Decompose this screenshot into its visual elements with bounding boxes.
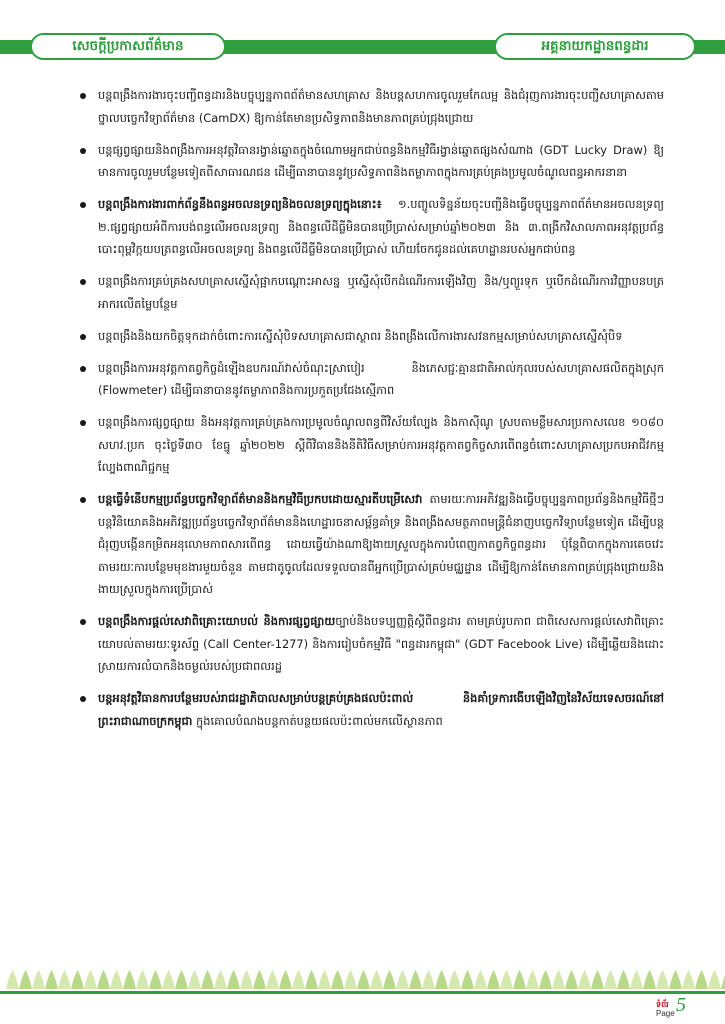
border-ornament [695,970,708,989]
border-ornament [500,970,513,989]
list-item [80,193,664,261]
border-ornament [526,970,539,989]
border-ornament [617,970,630,989]
border-ornament [188,970,201,989]
bullet-text: តាមរយៈការអភិវឌ្ឍនិងធ្វើបច្ចុប្បន្នភាពប្រព័ន្ធនិងកម្មវិធីថ្មីៗ បន្តវិនិយោគនិងអភិវឌ្ឍប្រព័ន្ធបច្ចេកវិទ្យាព័ត៌មាននិងហេដ្ឋារចនាសម្ព័ន្ធគាំទ្រ និងពង្រឹងសមត្ថភាពមន្ត្រីជំនាញបច្ចេកវិទ្យាបន្ថែមទៀត ដើម្បីបន្តជំរុញបង្កើនកម្រិតអនុលោមភាពសារពើពន្ធ ដោយធ្វើយ៉ាងណាឱ្យងាយស្រួលក្នុងការបំពេញកាតព្វកិច្ចពន្ធដារ ប៉ុន្តែពិបាកក្នុងការគេចវេះ តាមរយៈការបន្ថែមមុខងារមួយចំនួន តាមជាតូចូលដែលទទួលបានពីអ្នកប្រើប្រាស់គ្រប់មជ្ឈដ្ឋាន ដើម្បីឱ្យកាន់តែមានភាពគ្រប់ជ្រុងជ្រោយនិងងាយស្រួលក្នុងការប្រើប្រាស់ [98,492,664,596]
border-ornament [539,970,552,989]
list-item [80,687,664,732]
bullet-icon [80,696,86,702]
border-ornament [604,970,617,989]
border-ornament [279,970,292,989]
bullet-text: បន្តពង្រឹងការងារចុះបញ្ជីពន្ធដារនិងបច្ចុប្បន្នភាពព័ត៌មានសហគ្រាស និងបន្តសហការចូលរួមកែលម្អ និងជំរុញការងារចុះបញ្ជីសហគ្រាសតាមថ្នាលបច្ចេកវិទ្យាព័ត៌មាន (CamDX) ឱ្យកាន់តែមានប្រសិទ្ធភាពនិងមានភាពគ្រប់ជ្រុងជ្រោយ [98,88,664,125]
border-ornament [266,970,279,989]
border-ornament [45,970,58,989]
bullet-text: បន្តពង្រឹងការគ្រប់គ្រងសហគ្រាសស្នើសុំផ្អាកបណ្តោះអាសន្ន ឬស្នើសុំបើកដំណើរការឡើងវិញ និង/ឬព្យួរទុក ឬបើកដំណើរការវិញ្ញាបនបត្រអាករលើតម្លៃបន្ថែម [98,274,664,311]
header-left-title: សេចក្តីប្រកាសព័ត៌មាន [30,33,226,60]
footer-line [0,991,725,994]
border-ornament [318,970,331,989]
border-ornament [474,970,487,989]
bullet-text: បន្តផ្សព្វផ្សាយនិងពង្រឹងការអនុវត្តវិធានរង្វាន់ឆ្នោតក្នុងចំណោមអ្នកជាប់ពន្ធនិងកម្មវិធីរង្វាន់ឆ្នោតផ្សងសំណាង (GDT Lucky Draw) ឱ្យមានការចូលរួមបន្ថែមទៀតពីសាធារណជន ដើម្បីធានាបាននូវប្រសិទ្ធភាពនិងតម្លាភាពក្នុងការគ្រប់គ្រងប្រមូលចំណូលពន្ធអាករនានា [98,142,664,179]
bullet-text: បន្តពង្រឹងនិងយកចិត្តទុកដាក់ចំពោះការស្នើសុំបិទសហគ្រាសជាស្ថាពរ និងពង្រឹងលើការងារសវនកម្មសម្រាប់សហគ្រាសស្នើសុំបិទ [98,328,623,343]
bullet-text: ១.បញ្ចូលទិន្នន័យចុះបញ្ជីនិងធ្វើបច្ចុប្បន្នភាពព័ត៌មានអចលនទ្រព្យ ២.ផ្សព្វផ្សាយអំពីការបង់ពន្ធលើអចលនទ្រព្យ និងពន្ធលើដីធ្លីមិនបានប្រើប្រាស់សម្រាប់ឆ្នាំ២០២៣ និង ៣.ពង្រីកវិសាលភាពអនុវត្តប្រព័ន្ធបោះពុម្ពវិក្កយបត្រពន្ធលើអចលនទ្រព្យ និងពន្ធលើដីធ្លីមិនបានប្រើប្រាស់ ហើយចែកជូនដល់គេហដ្ឋានរបស់អ្នកជាប់ពន្ធ [98,197,664,256]
border-ornament [513,970,526,989]
border-ornament [409,970,422,989]
border-ornament [32,970,45,989]
border-ornament [136,970,149,989]
bullet-text: បន្តពង្រឹងការផ្សព្វផ្សាយ និងអនុវត្តការគ្រប់គ្រងការប្រមូលចំណូលពន្ធពីវិស័យល្បែង និងកាស៊ីណូ ស្របតាមខ្លឹមសារប្រកាសលេខ ១០៨០ សហវ.ប្រក ចុះថ្ងៃទី៣០ ខែធ្នូ ឆ្នាំ២០២២ ស្តីពីវិធាននិងនីតិវិធីសម្រាប់ការអនុវត្តកាតព្វកិច្ចសារពើពន្ធចំពោះសហគ្រាសប្រកបអាជីវកម្មល្បែងពាណិជ្ជកម្ម [98,415,664,474]
border-ornament [6,970,19,989]
border-ornament [123,970,136,989]
border-ornament [383,970,396,989]
border-ornament [214,970,227,989]
border-ornament [396,970,409,989]
border-ornament [721,970,725,989]
header-right-title: អគ្គនាយកដ្ឋានពន្ធដារ [494,33,696,60]
list-item [80,270,664,315]
border-ornament [656,970,669,989]
border-ornament [331,970,344,989]
list-item [80,84,664,129]
bullet-icon [80,279,86,285]
border-ornament [578,970,591,989]
page-label-km: ទំព័រ [656,1000,669,1009]
page-number: 5 [676,994,686,1016]
border-ornament [669,970,682,989]
bullet-icon [80,366,86,372]
bullet-bold-text: បន្តអនុវត្តវិធានការបន្ថែមរបស់រាជរដ្ឋាភិបាលសម្រាប់បន្តគ្រប់គ្រងផលប៉ះពាល់ និងគាំទ្រការងើបឡើងវិញនៃវិស័យទេសចរណ៍នៅព្រះរាជាណាចក្រកម្ពុជា [98,691,664,728]
bullet-icon [80,420,86,426]
border-ornament [487,970,500,989]
bullet-icon [80,202,86,208]
border-ornament [227,970,240,989]
bullet-text: ក្នុងគោលបំណងបន្តកាត់បន្ថយផលប៉ះពាល់មកលើស្ថានភាព [192,713,443,728]
border-ornament [292,970,305,989]
bullet-text: ច្បាប់និងបទប្បញ្ញត្តិស្តីពីពន្ធដារ តាមគ្រប់រូបភាព ជាពិសេសការផ្តល់សេវាពិគ្រោះយោបល់តាមរយៈទូរស័ព្ទ (Call Center-1277) និងការរៀបចំកម្មវិធី "ពន្ធដារកម្ពុជា" (GDT Facebook Live) ដើម្បីឆ្លើយនិងដោះស្រាយការលំបាកនិងចម្ងល់របស់ប្រជាពលរដ្ឋ [98,614,665,673]
border-ornament [305,970,318,989]
border-ornament [175,970,188,989]
page-label [656,1000,675,1018]
border-ornament [71,970,84,989]
border-ornament [357,970,370,989]
bullet-icon [80,334,86,340]
border-ornament [448,970,461,989]
border-ornament [344,970,357,989]
border-ornament [84,970,97,989]
list-item [80,411,664,479]
border-ornament [422,970,435,989]
bullet-list [80,84,664,732]
bullet-bold-text: បន្តពង្រឹងការផ្តល់សេវាពិគ្រោះយោបល់ និងការផ្សព្វផ្សាយ [98,614,336,628]
border-ornament [682,970,695,989]
border-ornament [552,970,565,989]
border-ornament [565,970,578,989]
border-ornament [253,970,266,989]
border-ornament [643,970,656,989]
bullet-text: បន្តពង្រឹងការអនុវត្តកាតព្វកិច្ចដំឡើងឧបករណ៍វាស់ចំណុះស្រាបៀរ និងភេសជ្ជៈគ្មានជាតិអាល់កុលរបស់សហគ្រាសផលិតក្នុងស្រុក (Flowmeter) ដើម្បីធានាបាននូវតម្លាភាពនិងការប្រកួតប្រជែងស្មើភាព [98,360,664,397]
list-item [80,139,664,184]
border-ornament [162,970,175,989]
list-item [80,610,664,678]
border-ornament [201,970,214,989]
border-ornament [58,970,71,989]
list-item [80,325,664,348]
bullet-icon [80,148,86,154]
bullet-icon [80,497,86,503]
document-body [80,84,664,742]
border-ornament [630,970,643,989]
list-item [80,357,664,402]
page-label-en: Page [656,1009,675,1018]
bullet-icon [80,93,86,99]
border-ornament [591,970,604,989]
border-ornament [97,970,110,989]
decorative-border [0,966,725,990]
border-ornament [240,970,253,989]
border-ornament [435,970,448,989]
list-item [80,488,664,601]
bullet-bold-text: បន្តពង្រឹងការងារពាក់ព័ន្ធនឹងពន្ធអចលនទ្រព្យនិងចលនទ្រព្យក្នុងនោះ៖ [98,197,382,211]
border-ornament [461,970,474,989]
border-ornament [370,970,383,989]
border-ornament [149,970,162,989]
border-ornament [708,970,721,989]
border-ornament [19,970,32,989]
bullet-bold-text: បន្តធ្វើទំនើបកម្មប្រព័ន្ធបច្ចេកវិទ្យាព័ត៌មាននិងកម្មវិធីប្រកបដោយស្មារតីបម្រើសេវា [98,492,423,506]
bullet-icon [80,619,86,625]
border-ornament [110,970,123,989]
